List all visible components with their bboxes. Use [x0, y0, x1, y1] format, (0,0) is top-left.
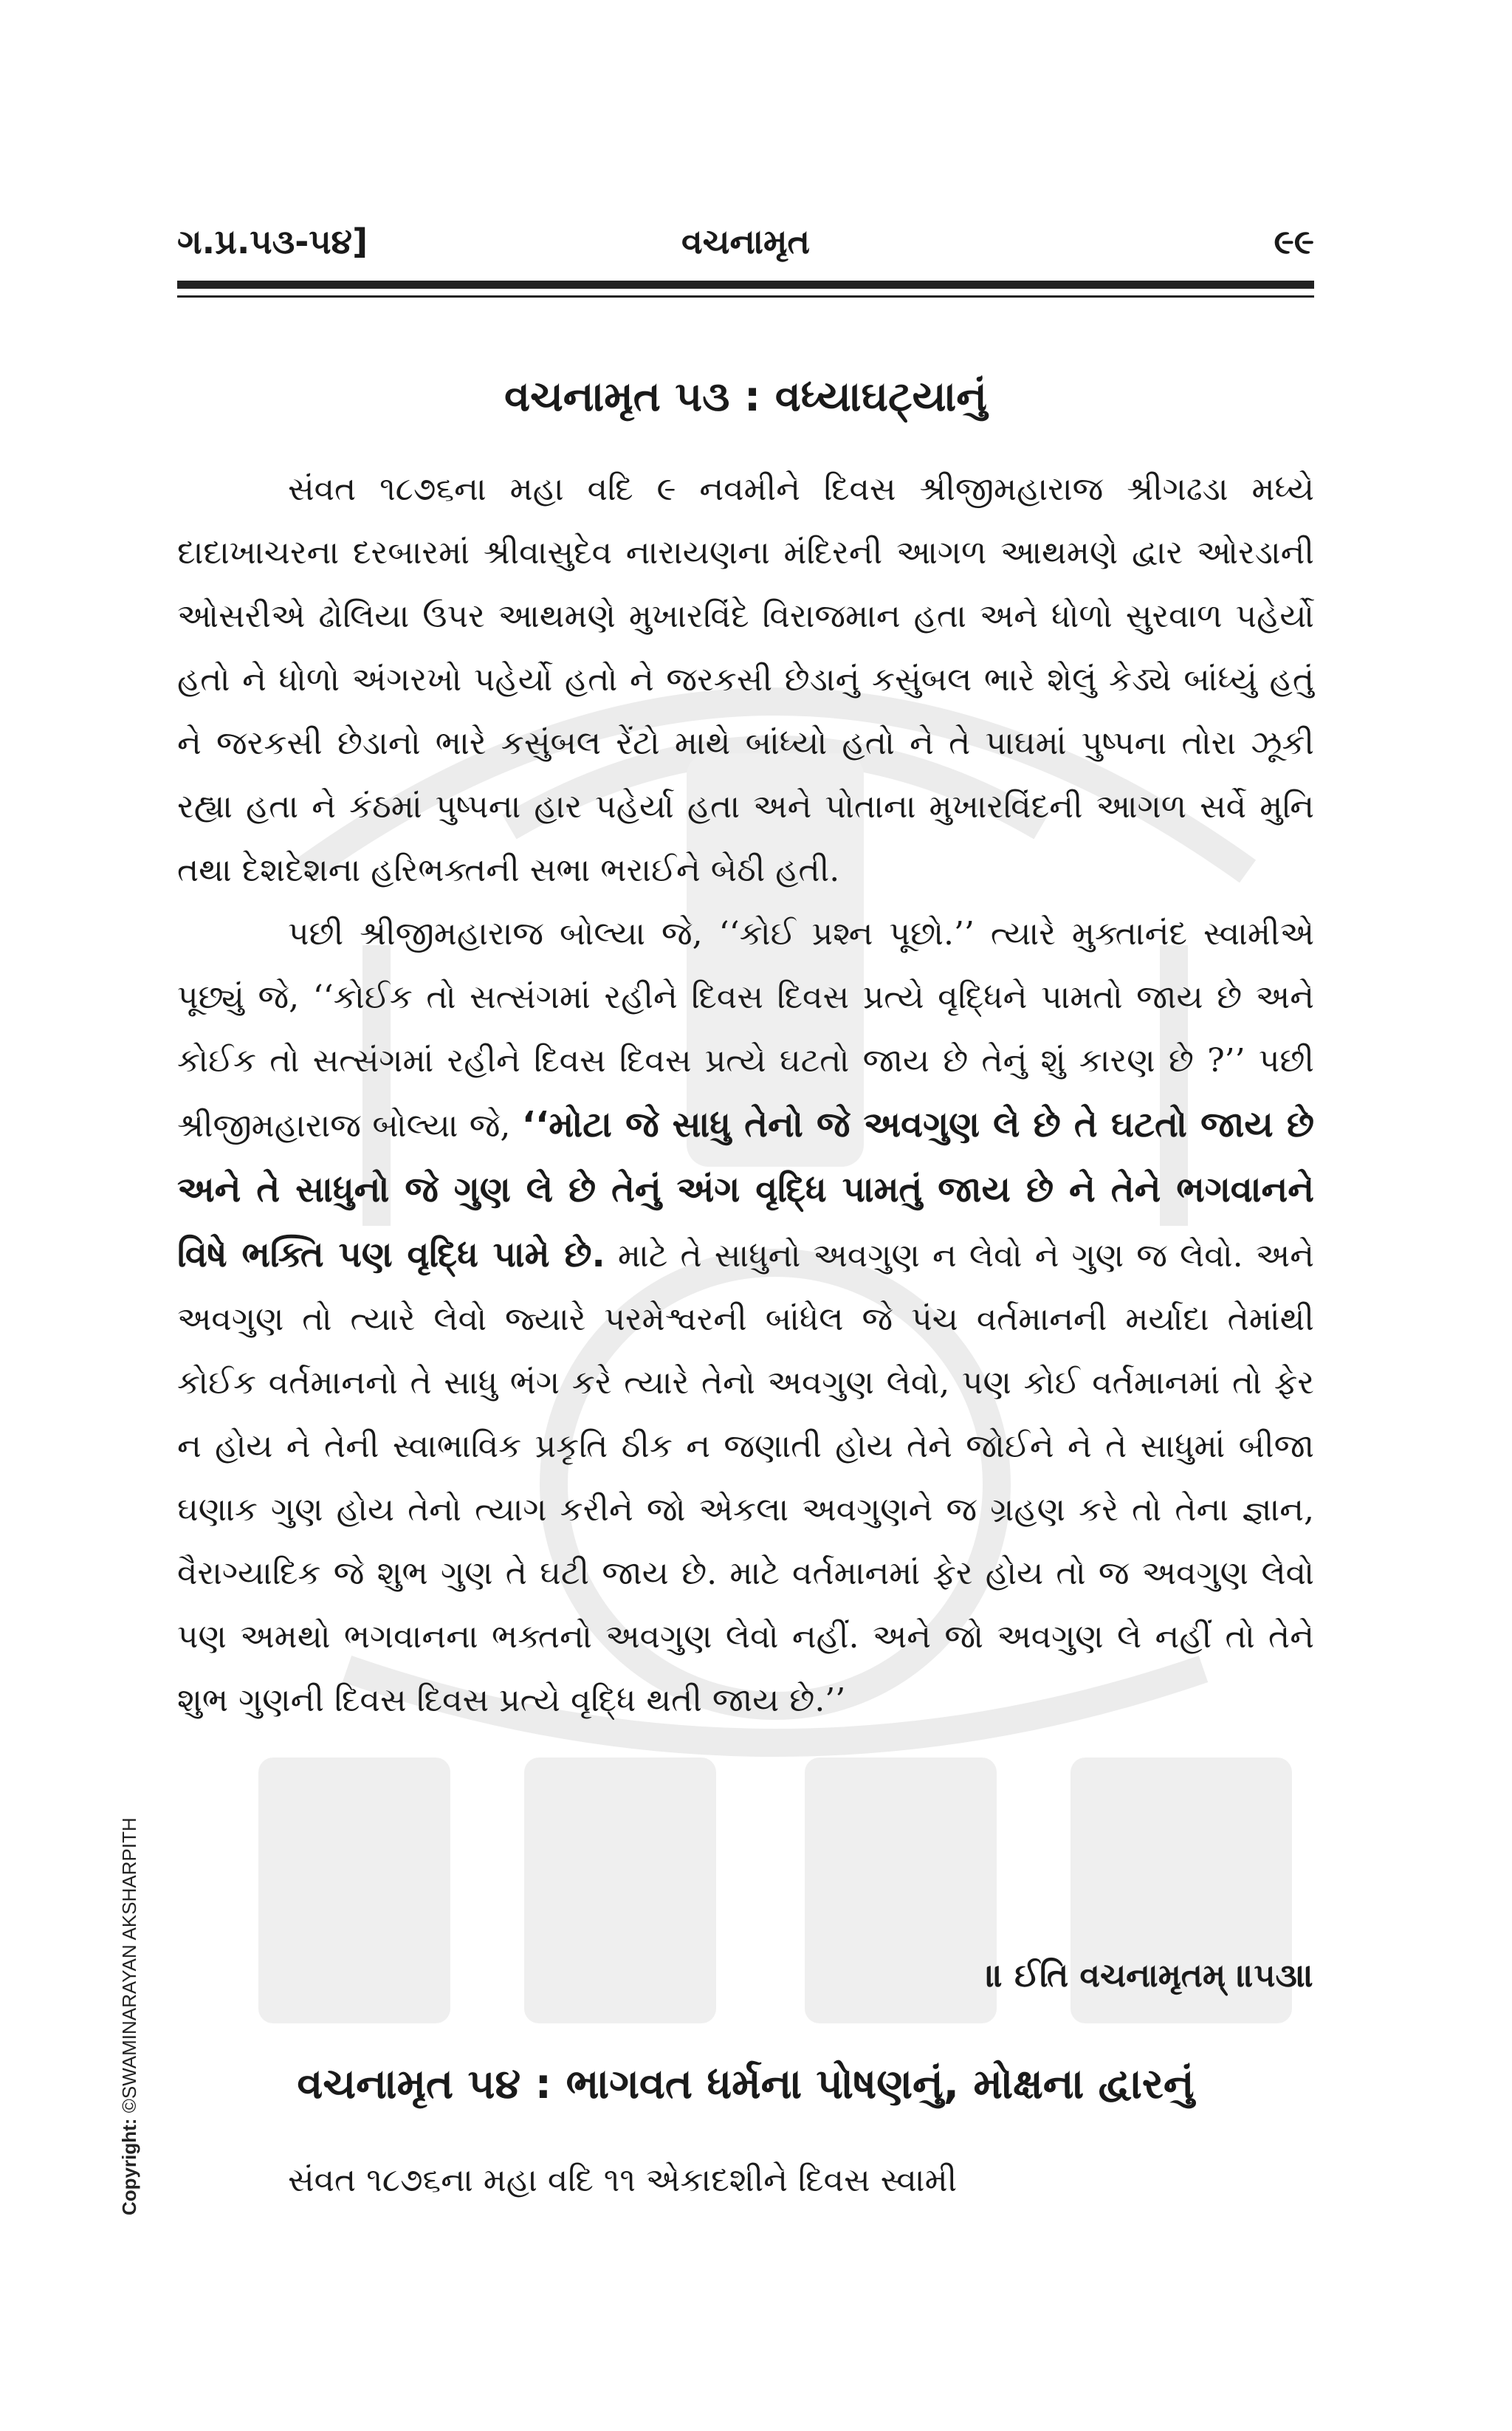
copyright-label: Copyright:: [118, 2118, 140, 2215]
chapter-53-closing: ॥ ઈતિ વચનામૃતમ્ ॥૫૩॥: [986, 1957, 1314, 1995]
page-number: ૯૯: [1274, 222, 1314, 261]
chapter-53-paragraph-1: સંવત ૧૮૭૬ના મહા વદિ ૯ નવમીને દિવસ શ્રીજીમહારાજ શ્રીગઢડા મધ્યે દાદાખાચરના દરબારમાં શ્રીવાસુદેવ નારાયણના મંદિરની આગળ આથમણે દ્વાર ઓરડાની ઓસરીએ ઢોલિયા ઉપર આથમણે મુખારવિંદે વિરાજમાન હતા અને ધોળો સુરવાળ પહેર્યો હતો ને ધોળો અંગરખો પહેર્યો હતો ને જરકસી છેડાનું કસુંબલ ભારે શેલું કેડ્યે બાંધ્યું હતું ને જરકસી છેડાનો ભારે કસુંબલ રેંટો માથે બાંધ્યો હતો ને તે પાઘમાં પુષ્પના તોરા ઝૂકી રહ્યા હતા ને કંઠમાં પુષ્પના હાર પહેર્યા હતા અને પોતાના મુખારવિંદની આગળ સર્વે મુનિ તથા દેશદેશના હરિભક્તની સભા ભરાઈને બેઠી હતી.: [177, 470, 1314, 889]
paragraph-2-emphasis: ‘‘મોટા જે સાધુ તેનો જે અવગુણ લે છે તે ઘટતો જાય છે અને તે સાધુનો જે ગુણ લે છે તેનું અંગ વૃદ્ધિ પામતું જાય છે ને તેને ભગવાનને વિષે ભક્તિ પણ વૃદ્ધિ પામે છે.: [177, 1104, 1314, 1275]
section-reference: ગ.પ્ર.૫૩-૫૪]: [177, 222, 368, 261]
paragraph-2-start: પછી શ્રીજીમહારાજ બોલ્યા જે, ‘‘કોઈ પ્રશ્ન પૂછો.’’ ત્યારે મુક્તાનંદ સ્વામીએ પૂછ્યું જે, ‘‘કોઈક તો સત્સંગમાં રહીને દિવસ દિવસ પ્રત્યે વૃદ્ધિને પામતો જાય છે અને કોઈક તો સત્સંગમાં રહીને દિવસ દિવસ પ્રત્યે ઘટતો જાય છે તેનું શું કારણ છે ?’’ પછી શ્રીજીમહારાજ બોલ્યા જે,: [177, 915, 1314, 1145]
chapter-54-paragraph-1: સંવત ૧૮૭૬ના મહા વદિ ૧૧ એકાદશીને દિવસ સ્વામી: [288, 2161, 958, 2199]
header-rule-thin: [177, 295, 1314, 298]
running-title: વચનામૃત: [681, 222, 810, 261]
chapter-54-body: [177, 2149, 1314, 2212]
chapter-53-title: વચનામૃત ૫૩ : વધ્યાઘટ્યાનું: [504, 373, 987, 421]
copyright-notice: [118, 1477, 162, 2215]
paragraph-2-end: માટે તે સાધુનો અવગુણ ન લેવો ને ગુણ જ લેવો. અને અવગુણ તો ત્યારે લેવો જ્યારે પરમેશ્વરની બાંધેલ જે પંચ વર્તમાનની મર્યાદા તેમાંથી કોઈક વર્તમાનનો તે સાધુ ભંગ કરે ત્યારે તેનો અવગુણ લેવો, પણ કોઈ વર્તમાનમાં તો ફેર ન હોય ને તેની સ્વાભાવિક પ્રકૃતિ ઠીક ન જણાતી હોય તેને જોઈને ને તે સાધુમાં બીજા ઘણાક ગુણ હોય તેનો ત્યાગ કરીને જો એકલા અવગુણને જ ગ્રહણ કરે તો તેના જ્ઞાન, વૈરાગ્યાદિક જે શુભ ગુણ તે ઘટી જાય છે. માટે વર્તમાનમાં ફેર હોય તો જ અવગુણ લેવો પણ અમથો ભગવાનના ભક્તનો અવગુણ લેવો નહીં. અને જો અવગુણ લે નહીં તો તેને શુભ ગુણની દિવસ દિવસ પ્રત્યે વૃદ્ધિ થતી જાય છે.’’: [177, 1237, 1314, 1719]
copyright-text: ©SWAMINARAYAN AKSHARPITH: [118, 1817, 140, 2113]
chapter-53-body: [177, 458, 1314, 1732]
header-rule-thick: [177, 281, 1314, 289]
page-header: [177, 222, 1314, 273]
chapter-54-title: વચનામૃત ૫૪ : ભાગવત ધર્મના પોષણનું, મોક્ષના દ્વારનું: [297, 2060, 1195, 2108]
chapter-53-paragraph-2: [177, 902, 1314, 1732]
